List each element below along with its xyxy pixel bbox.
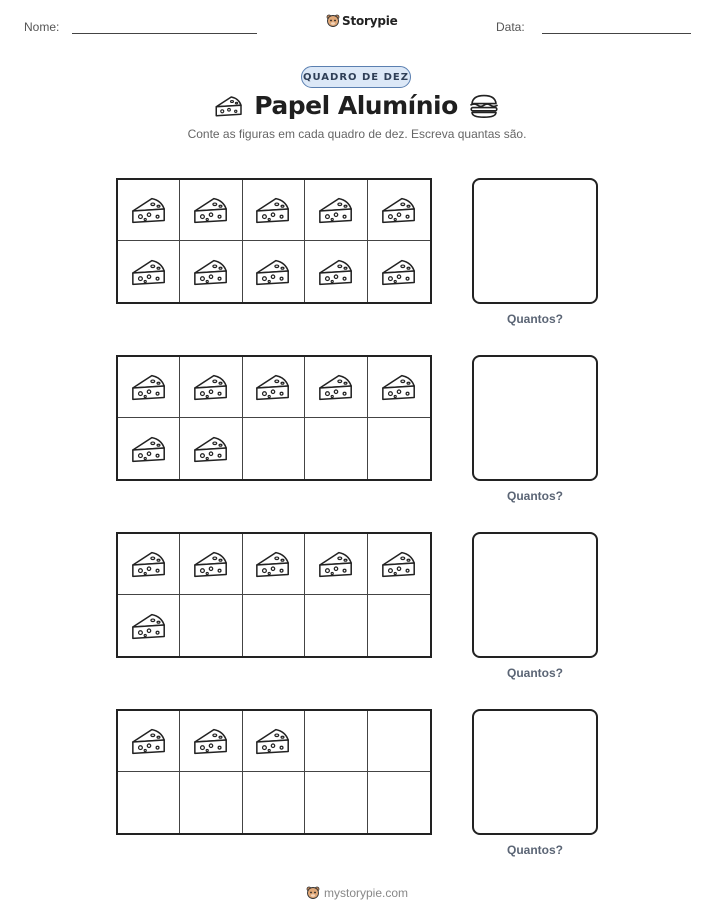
footer-url: mystorypie.com [323,885,409,900]
ten-frame-cell [368,357,430,418]
cheese-icon [214,93,244,119]
ten-frame-cell [305,595,367,656]
ten-frame-cell [118,357,180,418]
cheese-icon [317,548,355,580]
cheese-icon [254,256,292,288]
cheese-icon [192,194,230,226]
cheese-icon [380,548,418,580]
cheese-icon [130,548,168,580]
ten-frame-cell [180,418,242,479]
ten-frame-cell [368,772,430,833]
title-row [0,91,714,120]
ten-frame-3 [116,532,432,658]
ten-frame-cell [305,772,367,833]
brand-logo [326,13,398,28]
ten-frame-cell [243,418,305,479]
cheese-icon [130,371,168,403]
ten-frame-cell [118,534,180,595]
ten-frame-cell [243,772,305,833]
cheese-icon [130,725,168,757]
ten-frame-cell [180,357,242,418]
cheese-icon [130,194,168,226]
ten-frame-2 [116,355,432,481]
ten-frame-cell [118,241,180,302]
date-label: Data: [496,20,525,34]
ten-frame-cell [368,241,430,302]
ten-frame-1 [116,178,432,304]
answer-label-4: Quantos? [507,843,563,857]
ten-frame-cell [243,180,305,241]
ten-frame-cell [180,772,242,833]
ten-frame-cell [305,418,367,479]
cheese-icon [192,371,230,403]
ten-frame-cell [368,711,430,772]
cheese-icon [192,548,230,580]
ten-frame-cell [118,711,180,772]
ten-frame-cell [180,180,242,241]
worksheet-type-badge: QUADRO DE DEZ [301,66,411,88]
sandwich-icon [468,93,500,119]
cheese-icon [254,371,292,403]
storypie-mascot-icon [306,885,320,900]
ten-frame-cell [180,711,242,772]
ten-frame-cell [243,711,305,772]
cheese-icon [317,194,355,226]
cheese-icon [317,256,355,288]
ten-frame-cell [368,418,430,479]
ten-frame-cell [118,595,180,656]
ten-frame-cell [305,357,367,418]
ten-frame-cell [243,595,305,656]
answer-box-4[interactable] [472,709,598,835]
cheese-icon [130,433,168,465]
ten-frame-cell [118,418,180,479]
ten-frame-cell [305,711,367,772]
ten-frame-cell [118,180,180,241]
answer-label-3: Quantos? [507,666,563,680]
cheese-icon [130,610,168,642]
page-title: Papel Alumínio [254,91,458,120]
answer-label-1: Quantos? [507,312,563,326]
ten-frame-cell [305,241,367,302]
answer-box-2[interactable] [472,355,598,481]
ten-frame-cell [180,595,242,656]
ten-frame-cell [368,534,430,595]
cheese-icon [192,433,230,465]
cheese-icon [380,371,418,403]
ten-frame-cell [118,772,180,833]
answer-box-1[interactable] [472,178,598,304]
ten-frame-cell [180,241,242,302]
ten-frame-cell [305,534,367,595]
cheese-icon [380,194,418,226]
ten-frame-cell [243,357,305,418]
cheese-icon [254,548,292,580]
ten-frame-cell [243,534,305,595]
ten-frame-cell [180,534,242,595]
cheese-icon [192,256,230,288]
name-line[interactable] [72,33,257,34]
cheese-icon [380,256,418,288]
storypie-mascot-icon [326,13,340,28]
date-line[interactable] [542,33,691,34]
cheese-icon [317,371,355,403]
answer-box-3[interactable] [472,532,598,658]
ten-frame-cell [243,241,305,302]
cheese-icon [254,725,292,757]
brand-name: Storypie [342,13,398,28]
cheese-icon [130,256,168,288]
ten-frame-4 [116,709,432,835]
ten-frame-cell [368,595,430,656]
name-label: Nome: [24,20,60,34]
cheese-icon [192,725,230,757]
footer [0,885,714,900]
answer-label-2: Quantos? [507,489,563,503]
cheese-icon [254,194,292,226]
instructions: Conte as figuras em cada quadro de dez. Escreva quantas são. [187,127,527,141]
ten-frame-cell [305,180,367,241]
ten-frame-cell [368,180,430,241]
